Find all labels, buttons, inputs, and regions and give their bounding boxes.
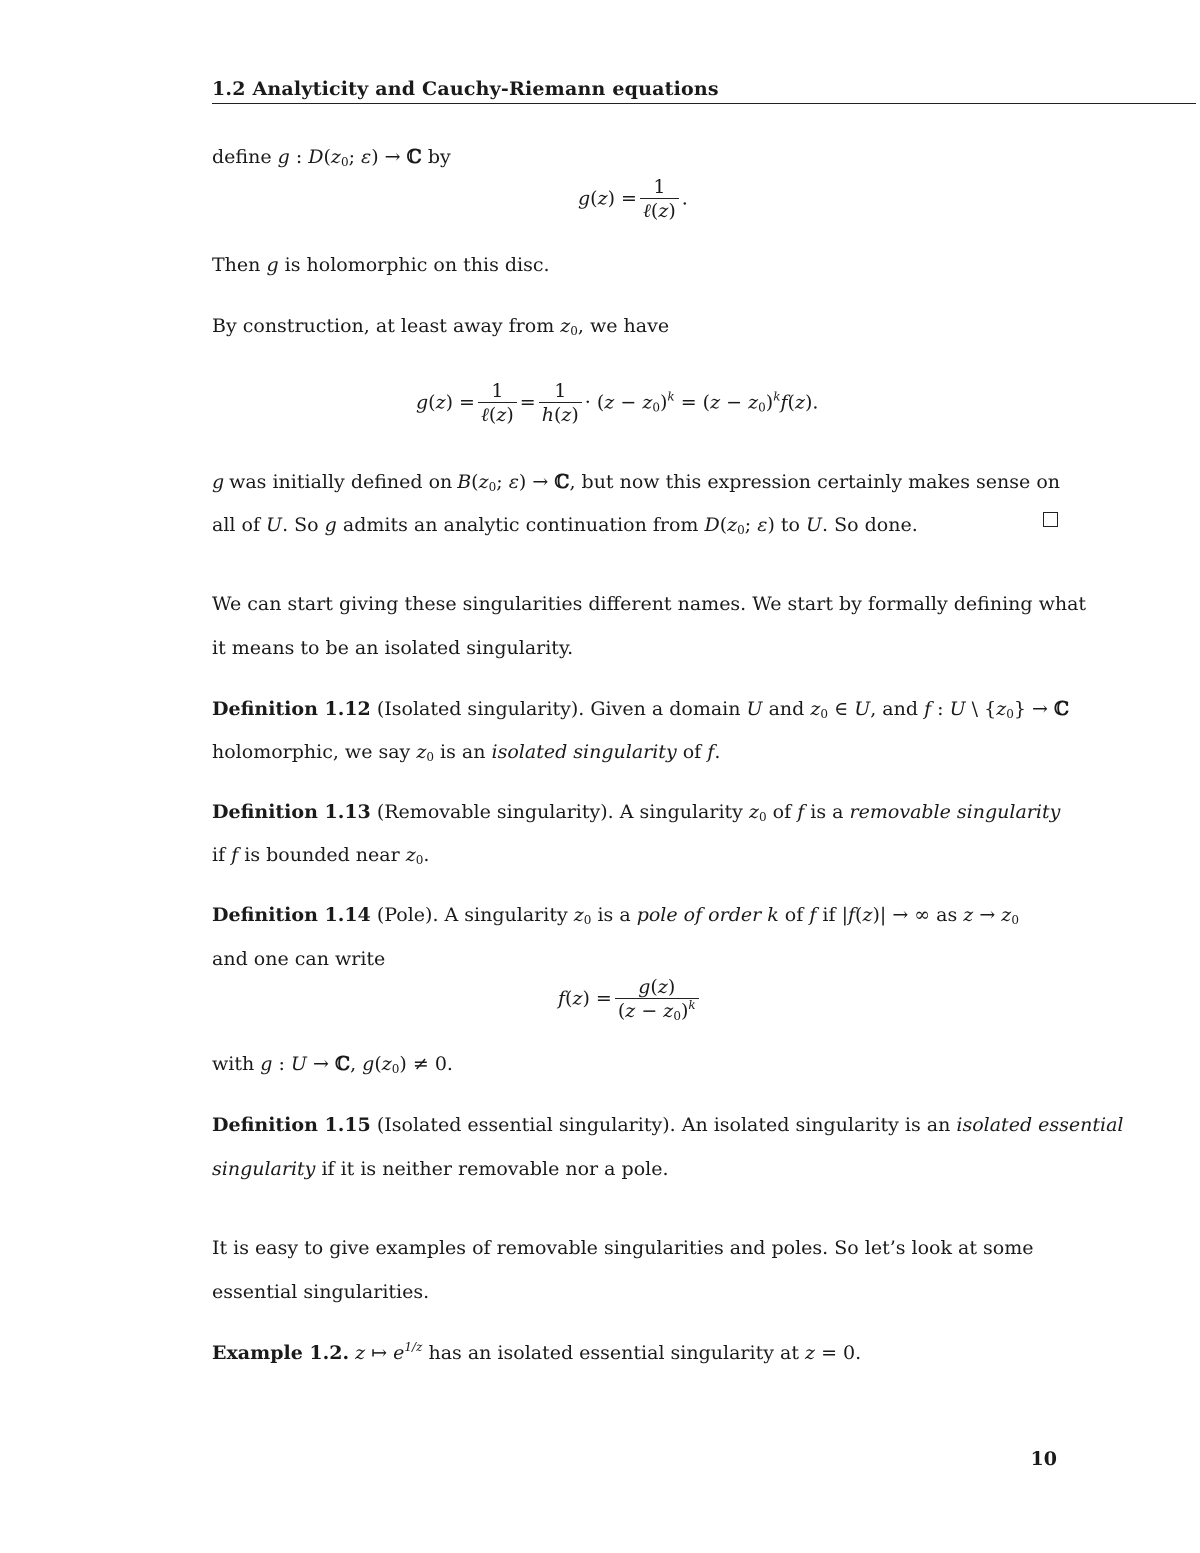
- initially-defined-line: g was initially defined on $B(z_0$; ε) → ℂ, but now this expression certainly makes sense on: [212, 471, 1060, 494]
- names-line-2: it means to be an isolated singularity.: [212, 637, 574, 659]
- easy-line-2: essential singularities.: [212, 1281, 430, 1303]
- definition-1-14: Definition 1.14 (Pole). A singularity $z_0$ is a pole of order k of f if |f(z)| → ∞ as $z \to z_0$: [212, 904, 1019, 927]
- definition-1-15-cont: singularity if it is neither removable nor a pole.: [212, 1158, 669, 1180]
- construction-line: By construction, at least away from $z_0$, we have: [212, 315, 670, 338]
- equation-g-expansion: g(z) = $\frac{1}{\text{ℓ(z)}}$ = $\frac{1}{h(z)}$ · $(z - z_0)^k = (z - z_0)^kf(z)$.: [416, 380, 819, 426]
- continuation-line: all of U. So g admits an analytic continuation from $D(z_0$; ε) to U. So done.: [212, 514, 918, 537]
- example-1-2: Example 1.2. z ↦ $e^{1/z}$ has an isolated essential singularity at z = 0.: [212, 1340, 862, 1364]
- header-rule: [212, 103, 1196, 104]
- holomorphic-line: Then g is holomorphic on this disc.: [212, 254, 550, 276]
- pole-condition-line: with g : U → ℂ, $g(z_0) \ne 0$.: [212, 1053, 453, 1076]
- define-line: define g : $D(z_0$; ε) → ℂ by: [212, 146, 451, 169]
- running-header: 1.2 Analyticity and Cauchy-Riemann equations: [212, 78, 719, 100]
- definition-1-12-cont: holomorphic, we say $z_0$ is an isolated singularity of f.: [212, 741, 721, 764]
- definition-1-12: Definition 1.12 (Isolated singularity). Given a domain U and $z_0$ ∈ U, and f : U \ $\{z_0\}$ → ℂ: [212, 698, 1070, 721]
- definition-1-13: Definition 1.13 (Removable singularity). A singularity $z_0$ of f is a removable singularity: [212, 801, 1061, 824]
- page-number: 10: [1030, 1448, 1057, 1470]
- qed-box: [1043, 512, 1058, 527]
- definition-1-15: Definition 1.15 (Isolated essential singularity). An isolated singularity is an isolated essential: [212, 1114, 1124, 1136]
- names-line-1: We can start giving these singularities different names. We start by formally defining what: [212, 593, 1087, 615]
- equation-pole: f(z) = $\frac{g(z)}{(z - z_0)^k}$: [558, 976, 702, 1023]
- easy-line-1: It is easy to give examples of removable singularities and poles. So let’s look at some: [212, 1237, 1034, 1259]
- equation-g-definition: g(z) = $\frac{1}{\text{ℓ(z)}}$ .: [578, 176, 688, 222]
- definition-1-13-cont: if f is bounded near $z_0$.: [212, 844, 430, 867]
- definition-1-14-cont: and one can write: [212, 948, 386, 970]
